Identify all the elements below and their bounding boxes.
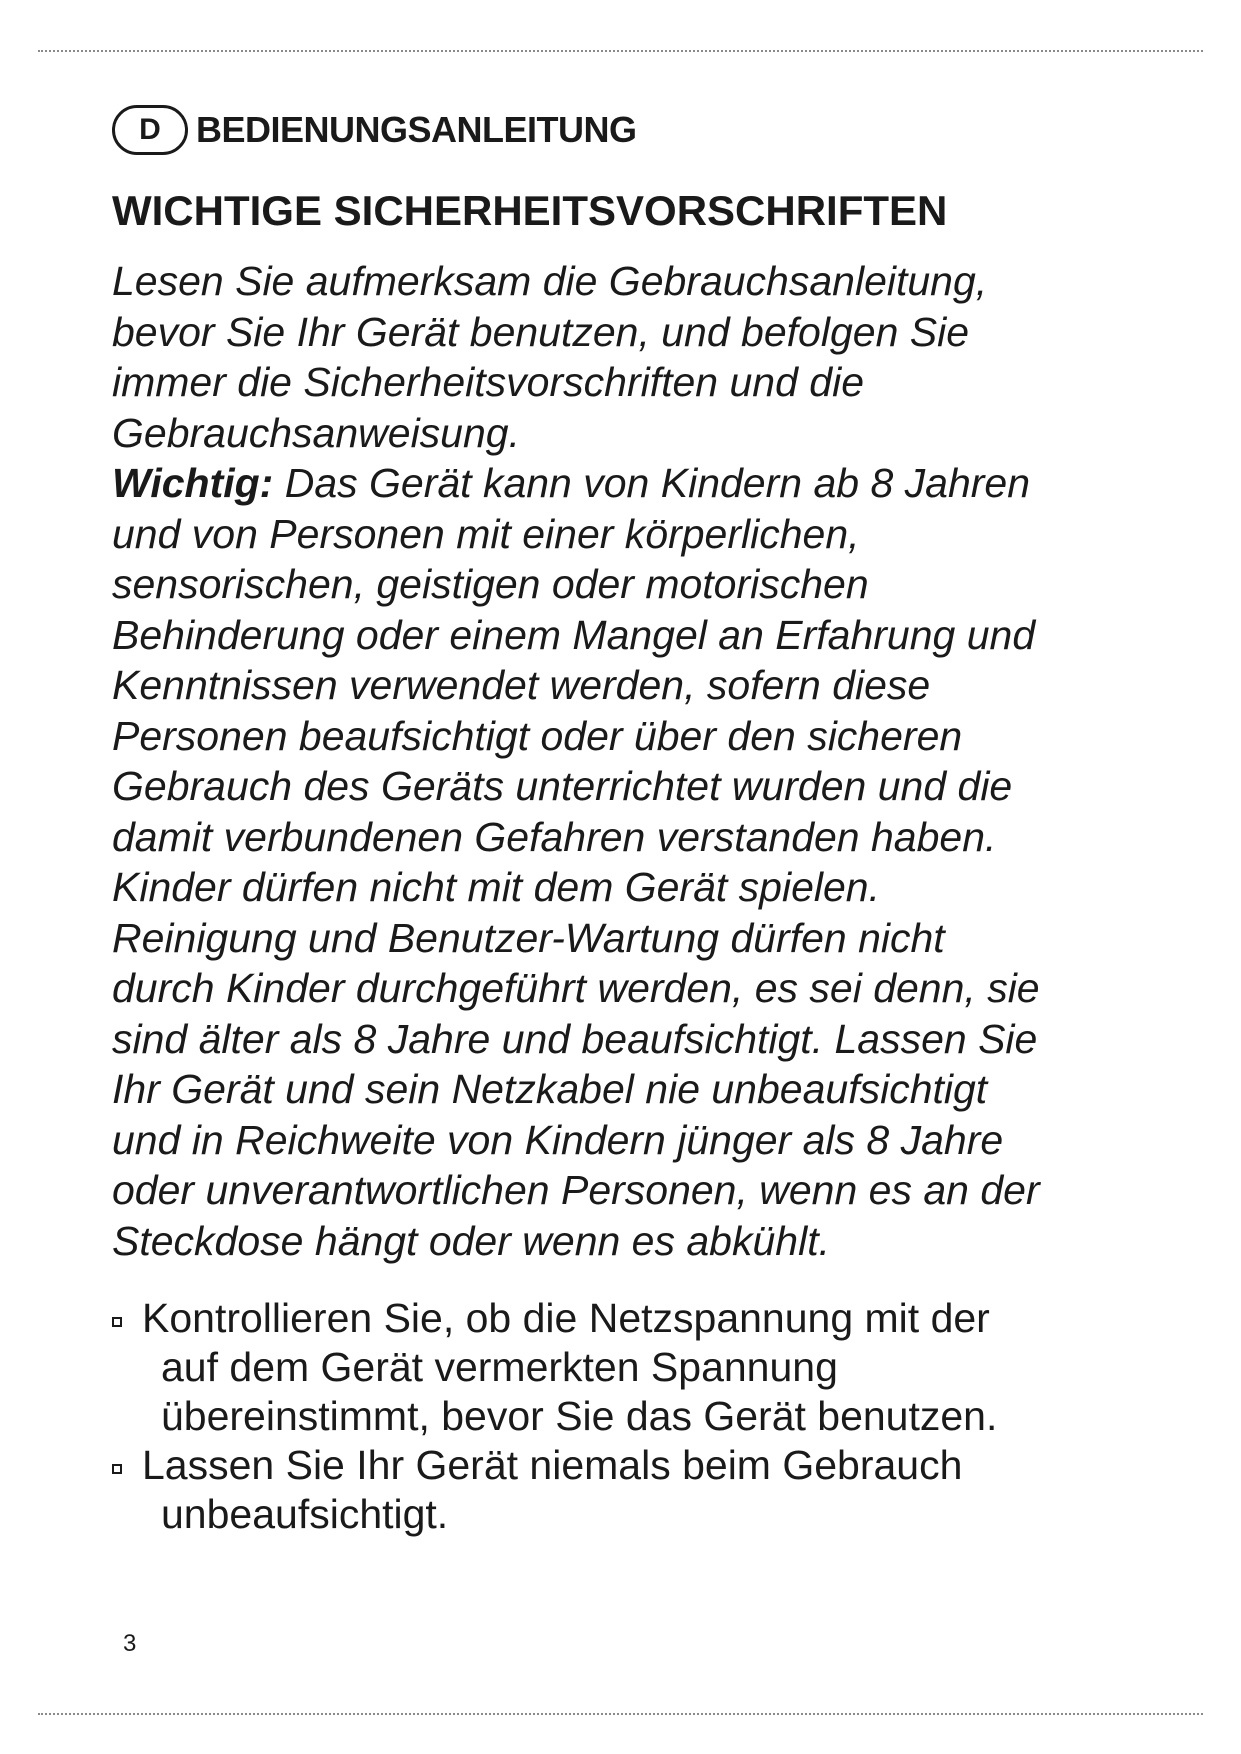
warning-line: sind älter als 8 Jahre und beaufsichtigt. Lassen Sie [112,1015,1038,1062]
safety-warning-paragraph [112,256,1142,1266]
warning-line: Reinigung und Benutzer-Wartung dürfen nicht [112,914,945,961]
language-code-badge [112,105,188,155]
warning-line: Kenntnissen verwendet werden, sofern diese [112,662,931,708]
warning-line: Behinderung oder einem Mangel an Erfahrung und [112,611,1036,658]
important-line [112,458,1142,509]
bullet-continuation-line: auf dem Gerät vermerkten Spannung [161,1344,838,1390]
warning-line: und in Reichweite von Kindern jünger als 8 Jahre [112,1116,1004,1163]
manual-title: BEDIENUNGSANLEITUNG [196,109,637,150]
section-title: WICHTIGE SICHERHEITSVORSCHRIFTEN [112,187,948,234]
checkbox-bullet-icon [112,1317,122,1327]
list-item [112,1441,1142,1539]
page-number: 3 [123,1630,137,1657]
warning-line: Ihr Gerät und sein Netzkabel nie unbeaufsichtigt [112,1066,988,1112]
safety-checklist [112,1294,1142,1539]
warning-line: Gebrauch des Geräts unterrichtet wurden und die [112,763,1013,809]
important-text: Das Gerät kann von Kindern ab 8 Jahren [273,460,1031,506]
warning-line: immer die Sicherheitsvorschriften und die [112,359,864,405]
warning-line: Steckdose hängt oder wenn es abkühlt. [112,1217,830,1264]
language-header [112,100,1142,160]
important-label: Wichtig: [112,460,274,506]
warning-line: Kinder dürfen nicht mit dem Gerät spielen. [112,864,880,910]
bullet-first-line: Kontrollieren Sie, ob die Netzspannung mit der [142,1295,990,1341]
warning-line: oder unverantwortlichen Personen, wenn es an der [112,1167,1040,1213]
warning-line: und von Personen mit einer körperlichen, [112,510,860,557]
top-dotted-rule [38,50,1203,52]
warning-line: bevor Sie Ihr Gerät benutzen, und befolgen Sie [112,308,970,355]
warning-line: durch Kinder durchgeführt werden, es sei denn, sie [112,965,1040,1011]
warning-line: damit verbundenen Gefahren verstanden haben. [112,813,997,860]
language-code: D [139,113,161,146]
list-item [112,1294,1142,1441]
manual-page [112,100,1142,1539]
warning-line: sensorischen, geistigen oder motorischen [112,561,869,607]
bullet-continuation-line: übereinstimmt, bevor Sie das Gerät benutzen. [161,1393,998,1439]
bullet-first-line: Lassen Sie Ihr Gerät niemals beim Gebrauch [142,1442,963,1488]
warning-line: Gebrauchsanweisung. [112,409,520,456]
bottom-dotted-rule [38,1713,1203,1715]
warning-line: Personen beaufsichtigt oder über den sicheren [112,712,963,759]
warning-line: Lesen Sie aufmerksam die Gebrauchsanleitung, [112,258,988,304]
checkbox-bullet-icon [112,1464,122,1474]
bullet-continuation-line: unbeaufsichtigt. [161,1491,449,1537]
